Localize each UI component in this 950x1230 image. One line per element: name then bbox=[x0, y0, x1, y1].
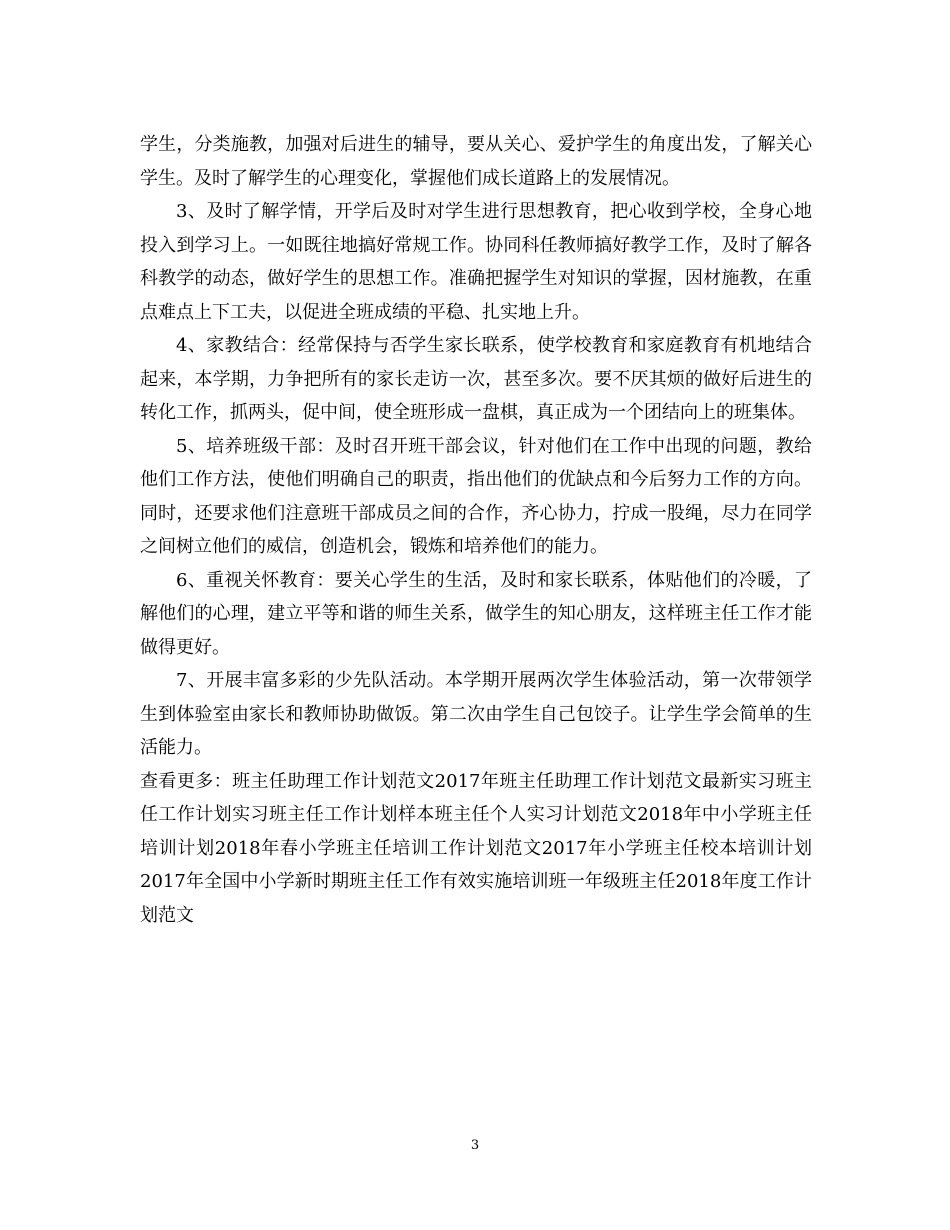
paragraph-item-7: 7、开展丰富多彩的少先队活动。本学期开展两次学生体验活动，第一次带领学生到体验室由家长和教师协助做饭。第二次由学生自己包饺子。让学生学会简单的生活能力。 bbox=[140, 670, 812, 758]
paragraph-item-4: 4、家教结合：经常保持与否学生家长联系，使学校教育和家庭教育有机地结合起来，本学期，力争把所有的家长走访一次，甚至多次。要不厌其烦的做好后进生的转化工作，抓两头，促中间，使全班形成一盘棋，真正成为一个团结向上的班集体。 bbox=[140, 335, 812, 423]
document-body bbox=[140, 128, 812, 932]
see-more-links: 查看更多：班主任助理工作计划范文2017年班主任助理工作计划范文最新实习班主任工作计划实习班主任工作计划样本班主任个人实习计划范文2018年中小学班主任培训计划2018年春小学班主任培训工作计划范文2017年小学班主任校本培训计划2017年全国中小学新时期班主任工作有效实施培训班一年级班主任2018年度工作计划范文 bbox=[140, 770, 812, 926]
paragraph-item-3: 3、及时了解学情，开学后及时对学生进行思想教育，把心收到学校，全身心地投入到学习上。一如既往地搞好常规工作。协同科任教师搞好教学工作，及时了解各科教学的动态，做好学生的思想工作。准确把握学生对知识的掌握，因材施教，在重点难点上下工夫，以促进全班成绩的平稳、扎实地上升。 bbox=[140, 201, 812, 323]
page-number: 3 bbox=[470, 1138, 480, 1153]
paragraph-continuation: 学生，分类施教，加强对后进生的辅导，要从关心、爱护学生的角度出发，了解关心学生。及时了解学生的心理变化，掌握他们成长道路上的发展情况。 bbox=[140, 134, 812, 189]
paragraph-item-5: 5、培养班级干部：及时召开班干部会议，针对他们在工作中出现的问题，教给他们工作方法，使他们明确自己的职责，指出他们的优缺点和今后努力工作的方向。同时，还要求他们注意班干部成员之间的合作，齐心协力，拧成一股绳，尽力在同学之间树立他们的威信，创造机会，锻炼和培养他们的能力。 bbox=[140, 435, 812, 557]
paragraph-item-6: 6、重视关怀教育：要关心学生的生活，及时和家长联系，体贴他们的冷暖，了解他们的心理，建立平等和谐的师生关系，做学生的知心朋友，这样班主任工作才能做得更好。 bbox=[140, 569, 812, 658]
